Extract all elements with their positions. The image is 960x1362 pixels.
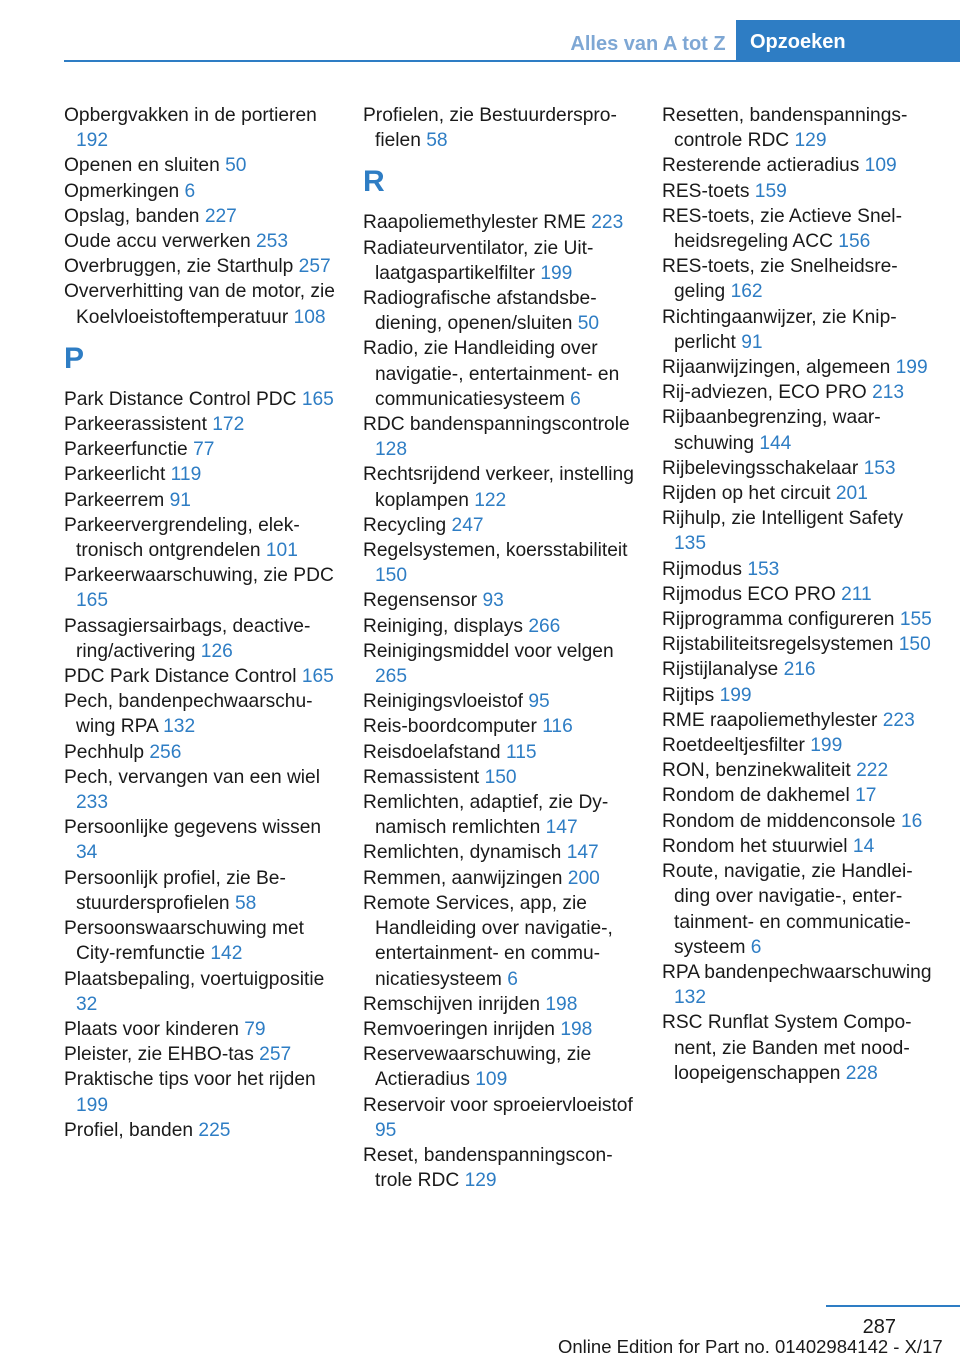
index-entry [662, 582, 932, 607]
page-link[interactable]: 122 [474, 489, 507, 511]
index-entry [363, 513, 635, 538]
page-link[interactable]: 6 [184, 180, 196, 202]
entry-term: Pechhulp [64, 741, 145, 763]
index-column-1 [64, 103, 336, 1143]
entry-term: Passagiersairbags, deactivering/activering [64, 615, 311, 662]
index-entry [363, 790, 635, 840]
entry-term: RON, benzinekwaliteit [662, 760, 851, 782]
index-entry [64, 462, 336, 487]
page-link[interactable]: 201 [835, 483, 868, 505]
page-link[interactable]: 150 [484, 766, 517, 788]
index-entry [662, 103, 932, 153]
index-entry [363, 714, 635, 739]
entry-term: Rijhulp, zie Intelligent Safety [662, 508, 904, 530]
entry-term: RES-toets, zie Actieve Snelheidsregeling ACC [662, 205, 902, 253]
entry-term: Regelsystemen, koersstabiliteit [363, 540, 628, 562]
page-link[interactable]: 225 [198, 1119, 231, 1141]
entry-term: Rondom het stuurwiel [662, 835, 848, 857]
page-link[interactable]: 32 [76, 993, 98, 1015]
page-link[interactable]: 150 [375, 565, 408, 587]
entry-term: Openen en sluiten [64, 155, 220, 177]
page-link[interactable]: 144 [759, 432, 792, 454]
entry-term: Opslag, banden [64, 205, 200, 227]
index-entry [363, 614, 635, 639]
index-entry [662, 557, 932, 582]
index-entry [662, 960, 932, 1010]
page-link[interactable]: 256 [149, 741, 182, 763]
entry-term: Remlichten, dynamisch [363, 842, 562, 864]
index-entry [363, 866, 635, 891]
index-entry [64, 614, 336, 664]
entry-term: Rijaanwijzingen, algemeen [662, 357, 891, 379]
index-entry [363, 765, 635, 790]
page-link[interactable]: 216 [783, 659, 816, 681]
entry-term: Rijbelevingsschakelaar [662, 457, 859, 479]
page-link[interactable]: 95 [375, 1119, 397, 1141]
entry-term: Remassistent [363, 766, 480, 788]
index-entry [363, 210, 635, 235]
index-entry [64, 916, 336, 966]
entry-term: Reinigingsvloeistof [363, 691, 523, 713]
page-link[interactable]: 257 [259, 1044, 292, 1066]
page-link[interactable]: 109 [864, 155, 897, 177]
index-entry [64, 103, 336, 153]
page-link[interactable]: 247 [451, 514, 484, 536]
index-entry [64, 437, 336, 462]
entry-term: Parkeerassistent [64, 414, 207, 436]
index-entry [662, 179, 932, 204]
entry-term: Regensensor [363, 590, 478, 612]
index-entry [363, 740, 635, 765]
page-link[interactable]: 223 [882, 709, 915, 731]
page-link[interactable]: 58 [234, 892, 257, 914]
index-entry [64, 254, 336, 279]
footer-rule [826, 1305, 960, 1307]
page-link[interactable]: 200 [567, 867, 600, 889]
page-link[interactable]: 142 [210, 943, 243, 965]
page-link[interactable]: 223 [591, 212, 624, 234]
entry-term: RDC bandenspanningscontrole [363, 414, 630, 436]
index-entry [64, 204, 336, 229]
index-entry [662, 204, 932, 254]
entry-term: Reiniging, displays [363, 615, 523, 637]
page-link[interactable]: 165 [301, 666, 334, 688]
entry-term: Oude accu verwerken [64, 231, 251, 253]
page-link[interactable]: 159 [754, 180, 787, 202]
page-link[interactable]: 227 [204, 205, 237, 227]
page-link[interactable]: 199 [895, 357, 928, 379]
page-link[interactable]: 50 [577, 313, 600, 335]
page-link[interactable]: 165 [76, 590, 109, 612]
index-entry [64, 1118, 336, 1143]
entry-term: Pech, bandenpechwaarschuwing RPA [64, 691, 313, 738]
index-entry [662, 733, 932, 758]
index-entry [64, 1067, 336, 1117]
page-link[interactable]: 135 [674, 533, 707, 555]
entry-term: Parkeerfunctie [64, 439, 188, 461]
page-link[interactable]: 34 [76, 842, 98, 864]
entry-term: Pleister, zie EHBO-tas [64, 1044, 254, 1066]
index-column-2 [363, 103, 635, 1193]
index-entry [662, 506, 932, 556]
page-link[interactable]: 165 [301, 388, 334, 410]
page-link[interactable]: 119 [170, 464, 202, 486]
page-link[interactable]: 199 [540, 262, 573, 284]
entry-term: Rijbaanbegrenzing, waarschuwing [662, 407, 881, 454]
tab-alles-van-a-tot-z[interactable]: Alles van A tot Z [570, 33, 726, 55]
index-entry [662, 809, 932, 834]
index-entry [662, 708, 932, 733]
page-link[interactable]: 16 [900, 810, 923, 832]
entry-term: Praktische tips voor het rijden [64, 1069, 316, 1091]
index-entry [363, 639, 635, 689]
index-entry [64, 1017, 336, 1042]
page-link[interactable]: 162 [730, 281, 763, 303]
index-entry [363, 1042, 635, 1092]
entry-term: RPA bandenpechwaarschuwing [662, 961, 932, 983]
entry-term: Overbruggen, zie Starthulp [64, 256, 294, 278]
index-entry [662, 632, 932, 657]
index-entry [363, 1093, 635, 1143]
index-entry [363, 236, 635, 286]
page-link[interactable]: 101 [265, 540, 298, 562]
entry-term: Resetten, bandenspanningscontrole RDC [662, 105, 908, 152]
index-entry [662, 657, 932, 682]
page-link[interactable]: 126 [200, 640, 233, 662]
entry-term: PDC Park Distance Control [64, 666, 297, 688]
entry-term: Reservewaarschuwing, zie Actieradius [363, 1044, 592, 1091]
entry-term: Remschijven inrijden [363, 993, 541, 1015]
entry-term: Rij-adviezen, ECO PRO [662, 382, 867, 404]
page-link[interactable]: 150 [898, 634, 931, 656]
page-link[interactable]: 153 [863, 457, 896, 479]
page-link[interactable]: 17 [855, 785, 877, 807]
page-link[interactable]: 172 [212, 414, 245, 436]
edition-footer: Online Edition for Part no. 01402984142 - X/17 [558, 1336, 943, 1357]
index-entry [64, 563, 336, 613]
index-entry [64, 740, 336, 765]
page-link[interactable]: 147 [566, 842, 599, 864]
index-entry [662, 456, 932, 481]
index-entry [662, 405, 932, 455]
index-entry [64, 866, 336, 916]
entry-term: Reisdoelafstand [363, 741, 501, 763]
entry-term: Remvoeringen inrijden [363, 1018, 555, 1040]
index-entry [363, 286, 635, 336]
page-link[interactable]: 91 [741, 331, 763, 353]
page-link[interactable]: 211 [841, 583, 872, 605]
entry-term: Persoonswaarschuwing met City-remfunctie [64, 918, 304, 965]
page-link[interactable]: 128 [375, 439, 408, 461]
entry-term: RES-toets, zie Snelheidsregeling [662, 256, 898, 303]
entry-term: Remlichten, adaptief, zie Dynamisch remlichten [363, 792, 609, 839]
entry-term: Plaatsbepaling, voertuigpositie [64, 968, 325, 990]
index-entry [64, 387, 336, 412]
entry-term: Park Distance Control PDC [64, 388, 297, 410]
page-link[interactable]: 129 [794, 130, 827, 152]
index-entry [363, 462, 635, 512]
index-entry [662, 859, 932, 960]
page-link[interactable]: 213 [872, 382, 905, 404]
page-link[interactable]: 155 [899, 609, 932, 631]
index-entry [363, 412, 635, 462]
entry-term: Reis-boordcomputer [363, 716, 537, 738]
entry-term: RME raapoliemethylester [662, 709, 878, 731]
entry-term: Rondom de middenconsole [662, 810, 896, 832]
index-entry [662, 380, 932, 405]
page-link[interactable]: 156 [838, 231, 871, 253]
entry-term: RSC Runflat System Component, zie Banden met noodloopeigenschappen [662, 1012, 912, 1084]
entry-term: Persoonlijke gegevens wissen [64, 817, 322, 839]
page-link[interactable]: 115 [505, 741, 537, 763]
index-entry [64, 1042, 336, 1067]
page-link[interactable]: 6 [570, 388, 581, 410]
index-entry [363, 1143, 635, 1193]
page-link[interactable]: 129 [464, 1170, 497, 1192]
index-entry [363, 1017, 635, 1042]
page-link[interactable]: 95 [528, 691, 550, 713]
page-link[interactable]: 199 [810, 735, 843, 757]
entry-term: Richtingaanwijzer, zie Knipperlicht [662, 306, 897, 353]
entry-term: Rijprogramma configureren [662, 609, 895, 631]
entry-term: Rijtips [662, 684, 715, 706]
entry-term: Rijstijlanalyse [662, 659, 779, 681]
tab-opzoeken[interactable]: Opzoeken [736, 20, 960, 62]
entry-term: RES-toets [662, 180, 750, 202]
index-entry [363, 538, 635, 588]
index-entry [64, 664, 336, 689]
index-entry [363, 689, 635, 714]
page-link[interactable]: 14 [852, 835, 875, 857]
index-entry [662, 683, 932, 708]
index-entry [363, 588, 635, 613]
index-entry [662, 1010, 932, 1086]
entry-term: Opbergvakken in de portieren [64, 105, 317, 126]
entry-term: Parkeerwaarschuwing, zie PDC [64, 565, 334, 587]
entry-term: Reset, bandenspanningscontrole RDC [363, 1144, 613, 1192]
index-entry [662, 607, 932, 632]
entry-term: Persoonlijk profiel, zie Bestuurdersprofielen [64, 867, 286, 914]
index-entry [64, 153, 336, 178]
index-entry [64, 967, 336, 1017]
index-entry [363, 840, 635, 865]
entry-term: Roetdeeltjesfilter [662, 735, 805, 757]
page-link[interactable]: 6 [750, 936, 762, 958]
page-link[interactable]: 77 [193, 439, 215, 461]
index-entry [662, 355, 932, 380]
index-entry [64, 229, 336, 254]
index-entry [363, 336, 635, 412]
index-entry [64, 765, 336, 815]
entry-term: Resterende actieradius [662, 155, 860, 177]
entry-term: Radio, zie Handleiding over navigatie-, entertainment- en communicatiesysteem [363, 338, 620, 410]
index-entry [662, 481, 932, 506]
entry-term: Reservoir voor sproeiervloeistof [363, 1094, 633, 1116]
page-link[interactable]: 198 [560, 1018, 593, 1040]
index-entry [662, 758, 932, 783]
entry-term: Rijden op het circuit [662, 483, 831, 505]
page-link[interactable]: 228 [845, 1062, 878, 1084]
index-entry [363, 992, 635, 1017]
index-entry [64, 513, 336, 563]
index-entry [363, 103, 635, 153]
entry-term: Rijmodus ECO PRO [662, 583, 836, 605]
index-entry [662, 834, 932, 859]
page-link[interactable]: 198 [545, 993, 578, 1015]
page-link[interactable]: 50 [225, 155, 247, 177]
entry-term: Rijstabiliteitsregelsystemen [662, 634, 894, 656]
entry-term: Parkeerrem [64, 489, 165, 511]
page-link[interactable]: 109 [475, 1069, 508, 1091]
entry-term: Profiel, banden [64, 1119, 194, 1141]
index-entry [64, 179, 336, 204]
entry-term: Remote Services, app, zie Handleiding over navigatie-, entertainment- en communicatiesysteem [363, 892, 613, 990]
index-entry [662, 153, 932, 178]
page-link[interactable]: 132 [674, 987, 707, 1009]
entry-term: Profielen, zie Bestuurdersprofielen [363, 105, 617, 152]
entry-term: Radiografische afstandsbediening, openen/sluiten [363, 288, 597, 335]
index-entry [662, 305, 932, 355]
index-column-3 [662, 103, 932, 1086]
entry-term: Radiateurventilator, zie Uitlaatgaspartikelfilter [363, 237, 594, 284]
entry-term: Opmerkingen [64, 180, 180, 202]
entry-term: Raapoliemethylester RME [363, 212, 586, 234]
index-entry [64, 279, 336, 329]
entry-term: Pech, vervangen van een wiel [64, 766, 320, 788]
page-link[interactable]: 153 [747, 558, 780, 580]
page-link[interactable]: 108 [293, 306, 326, 328]
page-link[interactable]: 6 [507, 968, 518, 990]
page-link[interactable]: 132 [163, 716, 196, 738]
index-entry [64, 689, 336, 739]
index-entry [64, 488, 336, 513]
entry-term: Reinigingsmiddel voor velgen [363, 640, 614, 662]
page-link[interactable]: 116 [542, 716, 573, 738]
entry-term: Rondom de dakhemel [662, 785, 850, 807]
section-letter: R [363, 165, 385, 199]
entry-term: Rechtsrijdend verkeer, instelling koplampen [363, 464, 634, 511]
entry-term: Recycling [363, 514, 447, 536]
page-link[interactable]: 233 [76, 792, 109, 814]
entry-term: Oververhitting van de motor, zie Koelvloeistoftemperatuur [64, 281, 335, 328]
entry-term: Remmen, aanwijzingen [363, 867, 563, 889]
index-entry [662, 254, 932, 304]
page-link[interactable]: 266 [528, 615, 561, 637]
page-link[interactable]: 265 [375, 666, 408, 688]
page-link[interactable]: 147 [545, 817, 578, 839]
page-number: 287 [862, 1316, 896, 1338]
page-link[interactable]: 222 [856, 760, 889, 782]
page-link[interactable]: 58 [426, 130, 448, 152]
index-entry [64, 412, 336, 437]
page-link[interactable]: 199 [76, 1094, 109, 1116]
page-link[interactable]: 192 [76, 130, 109, 152]
entry-term: Route, navigatie, zie Handleiding over navigatie-, entertainment- en communicatiesysteem [662, 861, 913, 958]
index-entry [363, 891, 635, 992]
page-link[interactable]: 91 [169, 489, 191, 511]
index-entry [662, 783, 932, 808]
entry-term: Parkeervergrendeling, elektronisch ontgrendelen [64, 514, 300, 562]
entry-term: Rijmodus [662, 558, 742, 580]
page-link[interactable]: 93 [482, 590, 504, 612]
page-link[interactable]: 79 [244, 1018, 266, 1040]
page-link[interactable]: 257 [298, 256, 331, 278]
entry-term: Plaats voor kinderen [64, 1018, 239, 1040]
page-link[interactable]: 199 [719, 684, 752, 706]
section-letter: P [64, 341, 85, 375]
entry-term: Parkeerlicht [64, 464, 166, 486]
index-entry [64, 815, 336, 865]
page-link[interactable]: 253 [255, 231, 288, 253]
